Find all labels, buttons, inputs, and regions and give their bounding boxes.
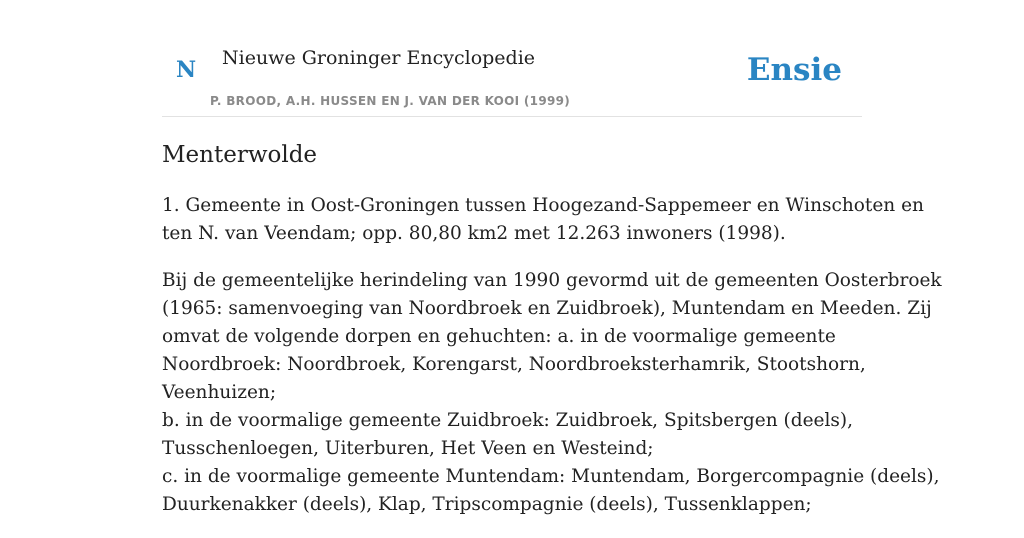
text-line: c. in de voormalige gemeente Muntendam: Muntendam, Borgercompagnie (deels), [162,466,940,487]
entry-body [162,192,942,538]
text-line: Veenhuizen; [162,382,277,403]
text-line: ten N. van Veendam; opp. 80,80 km2 met 12.263 inwoners (1998). [162,223,786,244]
book-letter-logo[interactable]: N [176,57,197,83]
entry-paragraph-2 [162,267,942,519]
text-line: b. in de voormalige gemeente Zuidbroek: Zuidbroek, Spitsbergen (deels), [162,410,853,431]
entry-title: Menterwolde [162,142,318,168]
book-authors: P. BROOD, A.H. HUSSEN EN J. VAN DER KOOI (1999) [210,94,571,108]
text-line: 1. Gemeente in Oost-Groningen tussen Hoogezand-Sappemeer en Winschoten en [162,195,924,216]
book-title-link[interactable]: Nieuwe Groninger Encyclopedie [222,47,536,69]
entry-paragraph-1 [162,192,924,248]
book-header [162,0,862,117]
text-line: Noordbroek: Noordbroek, Korengarst, Noordbroeksterhamrik, Stootshorn, [162,354,866,375]
page [162,0,942,515]
text-line: omvat de volgende dorpen en gehuchten: a. in de voormalige gemeente [162,326,836,347]
text-line: Tusschenloegen, Uiterburen, Het Veen en Westeind; [162,438,654,459]
text-line: (1965: samenvoeging van Noordbroek en Zuidbroek), Muntendam en Meeden. Zij [162,298,932,319]
text-line: Duurkenakker (deels), Klap, Tripscompagnie (deels), Tussenklappen; [162,494,812,515]
ensie-logo-link[interactable]: Ensie [746,52,842,88]
text-line: Bij de gemeentelijke herindeling van 1990 gevormd uit de gemeenten Oosterbroek [162,270,942,291]
